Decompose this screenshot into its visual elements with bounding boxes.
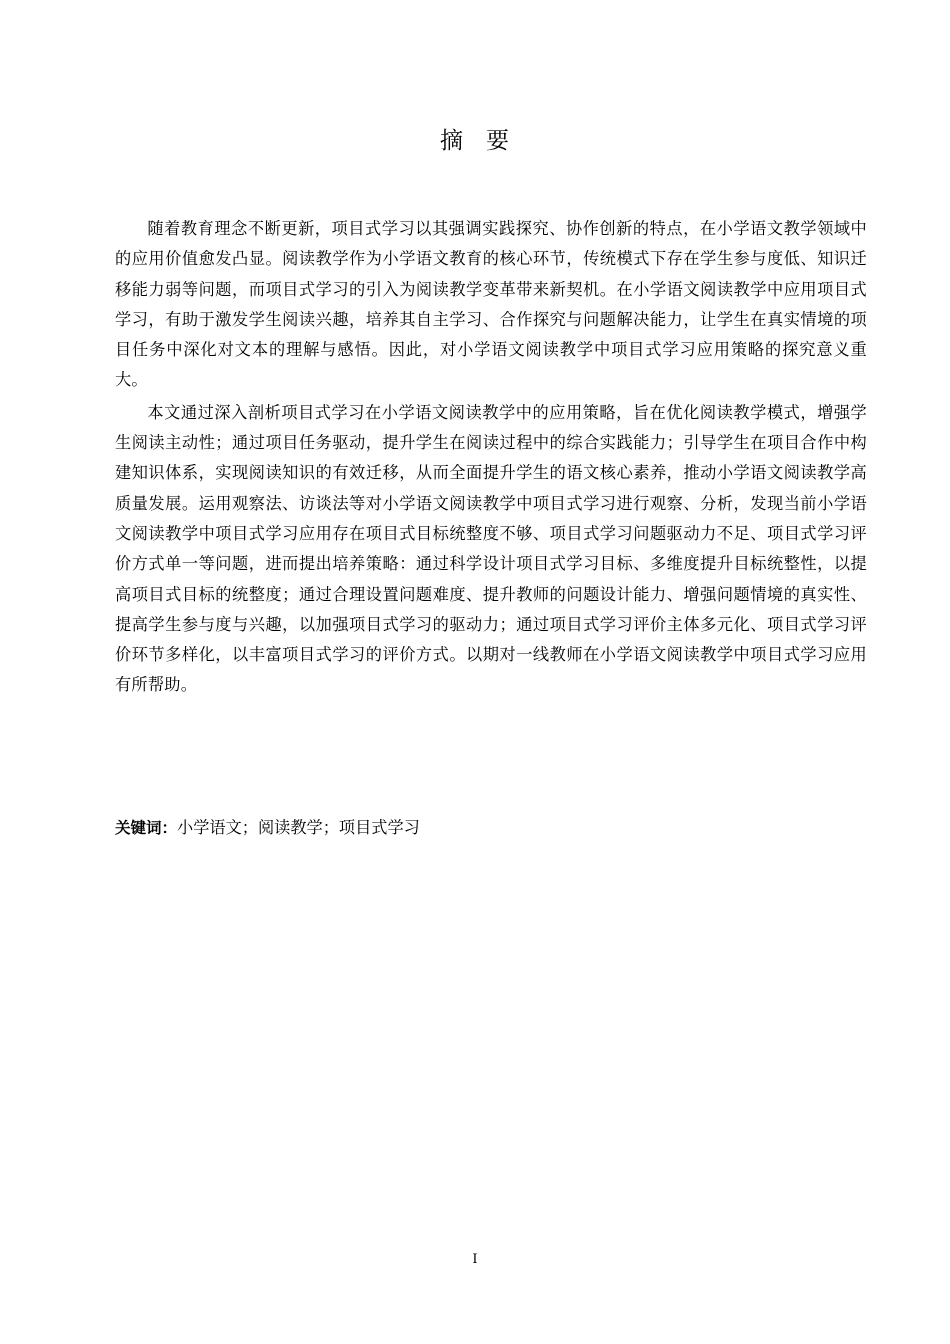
title-char-1: 摘	[440, 128, 464, 154]
abstract-paragraph-1: 随着教育理念不断更新，项目式学习以其强调实践探究、协作创新的特点，在小学语文教学领域中的应用价值愈发凸显。阅读教学作为小学语文教育的核心环节，传统模式下存在学生参与度低、知识迁移能力弱等问题，而项目式学习的引入为阅读教学变革带来新契机。在小学语文阅读教学中应用项目式学习，有助于激发学生阅读兴趣，培养其自主学习、合作探究与问题解决能力，让学生在真实情境的项目任务中深化对文本的理解与感悟。因此，对小学语文阅读教学中项目式学习应用策略的探究意义重大。	[115, 219, 867, 390]
keywords-line	[115, 813, 420, 843]
keywords-label: 关键词：	[115, 819, 178, 837]
title-char-2: 要	[486, 128, 510, 154]
page-title	[0, 122, 950, 155]
abstract-paragraph-2: 本文通过深入剖析项目式学习在小学语文阅读教学中的应用策略，旨在优化阅读教学模式，增强学生阅读主动性；通过项目任务驱动，提升学生在阅读过程中的综合实践能力；引导学生在项目合作中构建知识体系，实现阅读知识的有效迁移，从而全面提升学生的语文核心素养，推动小学语文阅读教学高质量发展。运用观察法、访谈法等对小学语文阅读教学中项目式学习进行观察、分析，发现当前小学语文阅读教学中项目式学习应用存在项目式目标统整度不够、项目式学习问题驱动力不足、项目式学习评价方式单一等问题，进而提出培养策略：通过科学设计项目式学习目标、多维度提升目标统整性，以提高项目式目标的统整度；通过合理设置问题难度、提升教师的问题设计能力、增强问题情境的真实性、提高学生参与度与兴趣，以加强项目式学习的驱动力；通过项目式学习评价主体多元化、项目式学习评价环节多样化，以丰富项目式学习的评价方式。以期对一线教师在小学语文阅读教学中项目式学习应用有所帮助。	[115, 402, 867, 695]
page-number: I	[472, 1252, 478, 1267]
keywords-text: 小学语文；阅读教学；项目式学习	[177, 818, 420, 837]
abstract-body	[115, 214, 867, 703]
